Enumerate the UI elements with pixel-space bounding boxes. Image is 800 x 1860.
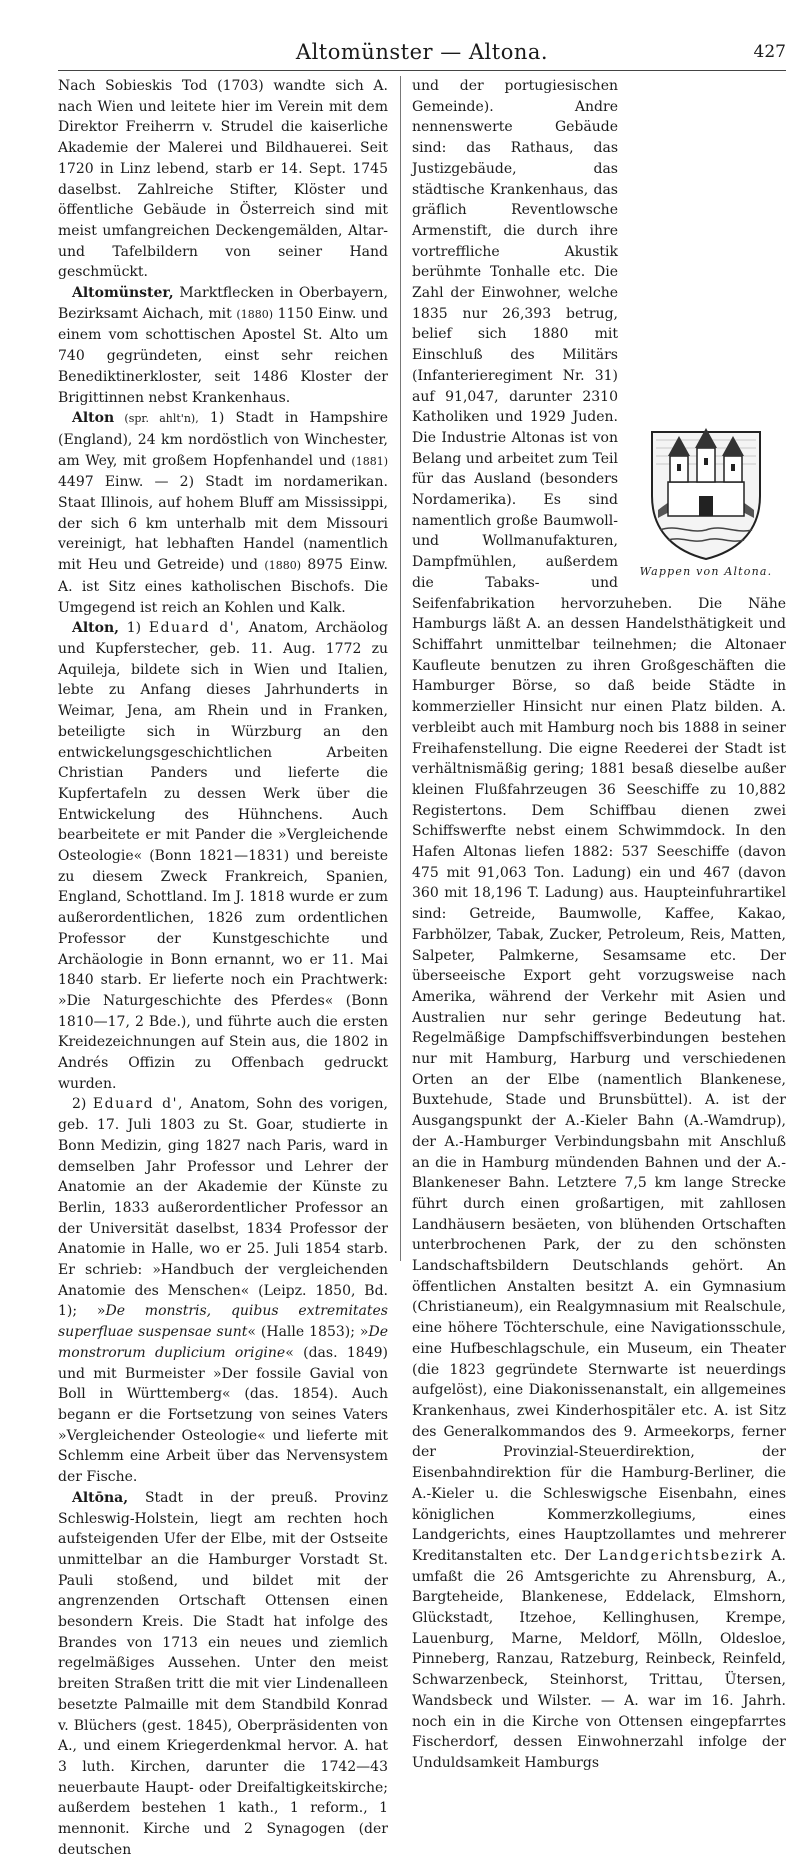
header-rule [58, 70, 786, 71]
headword: Altomünster, [72, 285, 174, 302]
entry-text: Marktflecken in Oberbayern, Bezirksamt Aichach, mit [58, 285, 388, 322]
entry-altona [58, 1488, 388, 1860]
entry-text: 2) [72, 1096, 93, 1113]
person-name: Eduard d', [148, 620, 242, 637]
column-divider [400, 76, 401, 1261]
paragraph-text: Nach Sobieskis Tod (1703) wandte sich A. nach Wien und leitete hier im Verein mit dem Direktor Freiherrn v. Strudel die kaiserliche Akademie der Malerei und Bildhauerei. Seit 1720 in Linz lebend, starb er 14. Sept. 1745 daselbst. Zahlreiche Stifter, Klöster und öffentliche Gebäude in Österreich sind mit meist umfangreichen Deckengemälden, Altar- und Tafelbildern von seiner Hand geschmückt. [58, 78, 388, 281]
entry-text: Anatom, Sohn des vorigen, geb. 17. Juli 1803 zu St. Goar, studierte in Bonn Medizin, ging 1827 nach Paris, ward in demselben Jahr Professor und Lehrer der Anatomie an der Akademie der Künste zu Berlin, 1833 außerordentlicher Professor an der Universität daselbst, 1834 Professor der Anatomie in Halle, wo er 25. Juli 1854 starb. Er schrieb: »Handbuch der vergleichenden Anatomie des Menschen« (Leipz. 1850, Bd. 1); » [58, 1096, 388, 1320]
entry-text: « (das. 1849) und mit Burmeister »Der fossile Gavial von Boll in Württemberg« (das. 1854). Auch begann er die Fortsetzung von seines Vaters »Vergleichender Osteologie« und lieferte mit Schlemm eine Arbeit über das Nervensystem der Fische. [58, 1344, 388, 1486]
entry-text: A. umfaßt die 26 Amtsgerichte zu Ahrensburg, A., Bargteheide, Blankenese, Eddelack, Elmshorn, Glückstadt, Itzehoe, Kellinghusen, Krempe, Lauenburg, Marne, Meldorf, Mölln, Oldesloe, Pinneberg, Ranzau, Ratzeburg, Reinbeck, Reinfeld, Schwarzenbeck, Steinhorst, Trittau, Ütersen, Wandsbeck und Wilster. — A. war im 16. Jahrh. noch ein in die Kirche von Ottensen eingepfarrtes Fischerdorf, dessen Einwohnerzahl infolge der Unduldsamkeit Hamburgs [412, 1547, 786, 1771]
page-header [58, 40, 786, 70]
headword: Altōna, [72, 1489, 129, 1506]
entry-alton-person-1 [58, 618, 388, 1094]
entry-alton-person-2 [58, 1094, 388, 1487]
entry-altomuenster [58, 283, 388, 408]
page-title: Altomünster — Altona. [295, 40, 549, 64]
entry-text: 1) Stadt in Hampshire (England), 24 km nordöstlich von Winchester, am Wey, mit großem Hopfenhandel und [58, 410, 389, 469]
census-year: (1880) [264, 559, 301, 573]
entry-text: 1) [119, 620, 149, 637]
entry-text: und der portugiesischen Gemeinde). Andre nennenswerte Gebäude sind: das Rathaus, das Justizgebäude, das städtische Krankenhaus, das gräflich Reventlowsche Armenstift, die durch ihre vortreffliche Akustik berühmte Tonhalle etc. Die Zahl der Einwohner, welche 1835 nur 26,393 betrug, belief sich 1880 mit Einschluß des Militärs (Infanterieregiment Nr. 31) auf 91,047, darunter 2310 Katholiken und 1929 Juden. Die Industrie Altonas ist von Belang und arbeitet zum Teil für das Ausland (besonders Nordamerika). Es sind namentlich große Baumwoll- und Wollmanufakturen, Dampfmühlen, außerdem die Tabaks- und Seifenfabrikation hervorzuheben. Die Nähe Hamburgs läßt A. an dessen Handelsthätigkeit und Schiffahrt unmittelbar teilnehmen; die Altonaer Kaufleute benutzen zu ihren Großgeschäften die Hamburger Börse, so daß beide Städte in kommerzieller Hinsicht nur einen Platz bilden. A. verbleibt auch mit Hamburg noch bis 1888 in seiner Freihafenstellung. Die eigne Reederei der Stadt ist verhältnismäßig gering; 1881 besaß dieselbe außer kleinen Flußfahrzeugen 36 Seeschiffe zu 10,882 Registertons. Dem Schiffbau dienen zwei Schiffswerfte nebst einem Schwimmdock. In den Hafen Altonas liefen 1882: 537 Seeschiffe (davon 475 mit 91,063 Ton. Ladung) ein und 467 (davon 360 mit 18,196 T. Ladung) aus. Haupteinfuhrartikel sind: Getreide, Baumwolle, Kaffee, Kakao, Farbhölzer, Tabak, Zucker, Petroleum, Reis, Matten, Salpeter, Palmkerne, Sesamsame etc. Der überseeische Export geht vorzugsweise nach Amerika, während der Verkehr mit Asien und Australien nur sehr geringe Bedeutung hat. Regelmäßige Dampfschiffsverbindungen bestehen nur mit Hamburg, Harburg und verschiedenen Orten an der Elbe (namentlich Blankenese, Buxtehude, Stade und Brunsbüttel). A. ist der Ausgangspunkt der A.-Kieler Bahn (A.-Wamdrup), der A.-Hamburger Verbindungsbahn mit Anschluß an die in Hamburg mündenden Bahnen und der A.-Blankeneser Bahn. Letztere 7,5 km lange Strecke führt durch einen großartigen, mit zahllosen Landhäusern besäeten, von blühenden Ortschaften unterbrochenen Park, der zu den schönsten Landschaftsbildern Deutschlands gehört. An öffentlichen Anstalten besitzt A. ein Gymnasium (Christianeum), ein Realgymnasium mit Realschule, eine höhere Töchterschule, eine Navigationsschule, eine Hufbeschlagschule, ein Museum, ein Theater (die 1823 gegründete Sternwarte ist neuerdings aufgelöst), eine Diakonissenanstalt, ein allgemeines Krankenhaus, zwei Kinderhospitäler etc. A. ist Sitz des Generalkommandos des 9. Armeekorps, ferner der Provinzial-Steuerdirektion, der Eisenbahndirektion für die Hamburg-Berliner, die A.-Kieler u. die Schleswigsche Eisenbahn, eines königlichen Kommerzkollegiums, eines Landgerichts, eines Hauptzollamtes und mehrerer Kreditanstalten etc. Der [412, 78, 786, 1564]
right-column [412, 76, 786, 1771]
headword: Alton [72, 410, 115, 427]
census-year: (1880) [236, 307, 273, 321]
pronunciation: (spr. ahlt'n), [114, 412, 199, 426]
entry-text: 8975 Einw. A. ist Sitz eines katholischen Bischofs. Die Umgegend ist reich an Kohlen und Kalk. [58, 557, 389, 616]
page-number: 427 [753, 42, 786, 62]
entry-text: Anatom, Archäolog und Kupferstecher, geb. 11. Aug. 1772 zu Aquileja, bildete sich in Wien und Italien, lebte zu Anfang dieses Jahrhunderts in Weimar, Jena, am Rhein und in Franken, beteiligte sich in Würzburg an den entwickelungsgeschichtlichen Arbeiten Christian Panders und lieferte die Kupfertafeln zu dessen Werk über die Entwickelung des Hühnchens. Auch bearbeitete er mit Pander die »Vergleichende Osteologie« (Bonn 1821—1831) und bereiste zu diesem Zweck Frankreich, Spanien, England, Schottland. Im J. 1818 wurde er zum außerordentlichen, 1826 zum ordentlichen Professor der Kunstgeschichte und Archäologie in Bonn ernannt, wo er 11. Mai 1840 starb. Er lieferte noch ein Prachtwerk: »Die Naturgeschichte des Pferdes« (Bonn 1810—17, 2 Bde.), und führte auch die ersten Kreidezeichnungen auf Stein aus, die 1802 in Andrés Offizin zu Offenbach gedruckt wurden. [58, 620, 388, 1092]
headword: Alton, [72, 620, 120, 637]
entry-alton-place [58, 408, 388, 618]
entry-text: 1150 Einw. und einem vom schottischen Apostel St. Alto um 740 gegründeten, einst sehr reichen Benediktinerkloster, seit 1486 Kloster der Brigittinnen nebst Krankenhaus. [58, 305, 388, 406]
entry-altona-continued [412, 76, 786, 1774]
entry-text: 4497 Einw. — 2) Stadt im nordamerikan. Staat Illinois, auf hohem Bluff am Mississippi, der sich 6 km unterhalb mit dem Missouri vereinigt, hat lebhaften Handel (namentlich mit Heu und Getreide) und [58, 474, 388, 574]
entry-text: Stadt in der preuß. Provinz Schleswig-Holstein, liegt am rechten hoch aufsteigenden Ufer der Elbe, mit der Ostseite unmittelbar an die Hamburger Vorstadt St. Pauli stoßend, und bildet mit der angrenzenden Ortschaft Ottensen einen besondern Kreis. Die Stadt hat infolge des Brandes von 1713 ein neues und ziemlich regelmäßiges Aussehen. Unter den meist breiten Straßen tritt die mit vier Lindenalleen besetzte Palmaille mit dem Standbild Konrad v. Blüchers (gest. 1845), Oberpräsidenten von A., und einem Kriegerdenkmal hervor. A. hat 3 luth. Kirchen, darunter die 1742—43 neuerbaute Haupt- oder Dreifaltigkeitskirche; außerdem bestehen 1 kath., 1 reform., 1 mennonit. Kirche und 2 Synagogen (der deutschen [58, 1489, 388, 1858]
entry-text: « (Halle 1853); » [247, 1324, 369, 1341]
coat-of-arms-figure [626, 426, 786, 580]
latin-title: De monstrorum duplicium origine [58, 1324, 388, 1361]
left-column [58, 76, 389, 1858]
census-year: (1881) [351, 454, 388, 468]
figure-caption: Wappen von Altona. [639, 565, 773, 578]
spaced-term: Landgerichtsbezirk [598, 1547, 764, 1564]
person-name: Eduard d', [92, 1096, 184, 1113]
latin-title: De monstris, quibus extremitates superfluae suspensae sunt [58, 1303, 388, 1341]
coat-of-arms-icon [646, 426, 766, 562]
entry-continuation [58, 76, 388, 283]
